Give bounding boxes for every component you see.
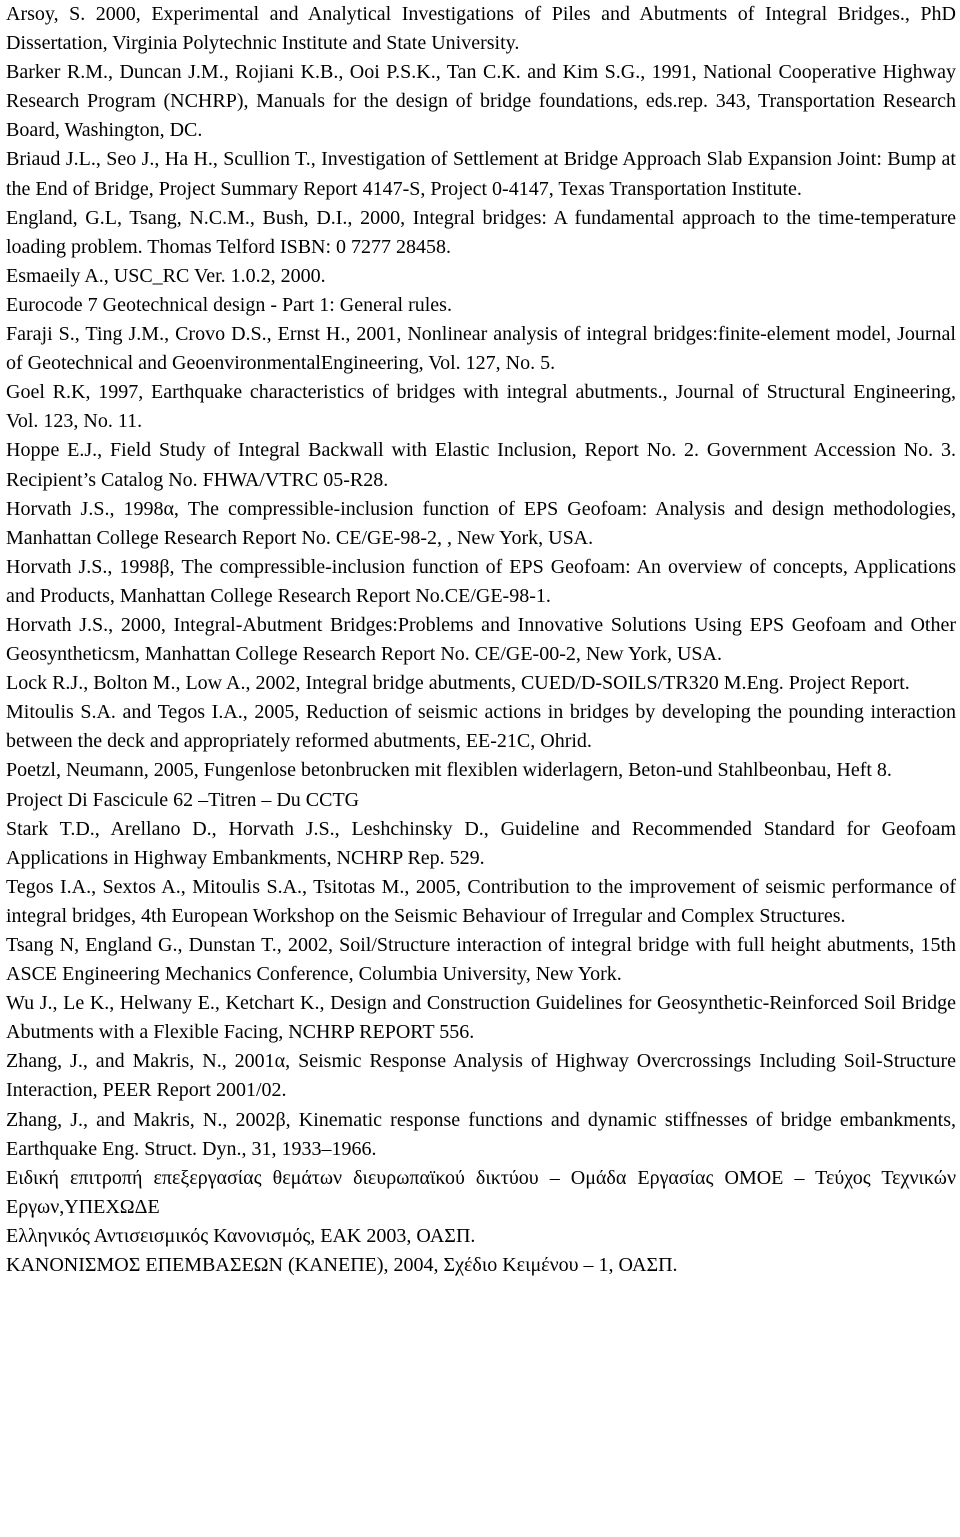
reference-entry: Ελληνικός Αντισεισμικός Κανονισμός, ΕΑΚ 2003, ΟΑΣΠ. xyxy=(6,1224,476,1247)
reference-entry: Horvath J.S., 1998β, The compressible-inclusion function of EPS Geofoam: An overview of concepts, Applications and Products, Manhattan College Research Report No.CE/GE-98-1. xyxy=(6,555,956,607)
reference-entry: Barker R.M., Duncan J.M., Rojiani K.B., Ooi P.S.K., Tan C.K. and Kim S.G., 1991, National Cooperative Highway Research Program (NCHRP), Manuals for the design of bridge foundations, eds.rep. 343, Transportation Research Board, Washington, DC. xyxy=(6,61,956,142)
reference-entry: Project Di Fascicule 62 –Titren – Du CCTG xyxy=(6,788,360,811)
reference-entry: Lock R.J., Bolton M., Low A., 2002, Integral bridge abutments, CUED/D-SOILS/TR320 M.Eng. Project Report. xyxy=(6,672,910,695)
reference-entry: Arsoy, S. 2000, Experimental and Analytical Investigations of Piles and Abutments of Integral Bridges., PhD Dissertation, Virginia Polytechnic Institute and State University. xyxy=(6,3,956,55)
reference-entry: Zhang, J., and Makris, N., 2001α, Seismic Response Analysis of Highway Overcrossings Including Soil-Structure Interaction, PEER Report 2001/02. xyxy=(6,1050,956,1102)
reference-entry: Stark T.D., Arellano D., Horvath J.S., Leshchinsky D., Guideline and Recommended Standard for Geofoam Applications in Highway Embankments, NCHRP Rep. 529. xyxy=(6,817,956,869)
reference-entry: Faraji S., Ting J.M., Crovo D.S., Ernst H., 2001, Nonlinear analysis of integral bridges:finite-element model, Journal of Geotechnical and GeoenvironmentalEngineering, Vol. 127, No. 5. xyxy=(6,323,956,375)
reference-entry: Horvath J.S., 1998α, The compressible-inclusion function of EPS Geofoam: Analysis and design methodologies, Manhattan College Research Report No. CE/GE-98-2, , New York, USA. xyxy=(6,497,956,549)
reference-entry: Hoppe E.J., Field Study of Integral Backwall with Elastic Inclusion, Report No. 2. Government Accession No. 3. Recipient’s Catalog No. FHWA/VTRC 05-R28. xyxy=(6,439,956,491)
reference-entry: Horvath J.S., 2000, Integral-Abutment Bridges:Problems and Innovative Solutions Using EPS Geofoam and Other Geosyntheticsm, Manhattan College Research Report No. CE/GE-00-2, New York, USA. xyxy=(6,613,956,666)
reference-entry: ΚΑΝΟΝΙΣΜΟΣ ΕΠΕΜΒΑΣΕΩΝ (ΚΑΝΕΠΕ), 2004, Σχέδιο Κειμένου – 1, ΟΑΣΠ. xyxy=(6,1254,678,1277)
reference-entry: Esmaeily A., USC_RC Ver. 1.0.2, 2000. xyxy=(6,264,326,287)
reference-entry: Goel R.K, 1997, Earthquake characteristics of bridges with integral abutments., Journal of Structural Engineering, Vol. 123, No. 11. xyxy=(6,381,956,433)
reference-entry: Ειδική επιτροπή επεξεργασίας θεμάτων διευρωπαϊκού δικτύου – Ομάδα Εργασίας ΟΜΟΕ – Τεύχος Τεχνικών Εργων,ΥΠΕΧΩΔΕ xyxy=(6,1166,956,1218)
reference-entry: Briaud J.L., Seo J., Ha H., Scullion T., Investigation of Settlement at Bridge Approach Slab Expansion Joint: Bump at the End of Bridge, Project Summary Report 4147-S, Project 0-4147, Texas Transportation Institute. xyxy=(6,148,956,200)
reference-entry: England, G.L, Tsang, N.C.M., Bush, D.I., 2000, Integral bridges: A fundamental approach to the time-temperature loading problem. Thomas Telford ISBN: 0 7277 28458. xyxy=(6,206,956,258)
reference-entry: Eurocode 7 Geotechnical design - Part 1: General rules. xyxy=(6,293,452,316)
reference-entry: Poetzl, Neumann, 2005, Fungenlose betonbrucken mit flexiblen widerlagern, Beton-und Stahlbeonbau, Heft 8. xyxy=(6,759,892,782)
reference-entry: Mitoulis S.A. and Tegos I.A., 2005, Reduction of seismic actions in bridges by developing the pounding interaction between the deck and appropriately reformed abutments, EE-21C, Ohrid. xyxy=(6,701,956,753)
reference-entry: Tegos I.A., Sextos A., Mitoulis S.A., Tsitotas M., 2005, Contribution to the improvement of seismic performance of integral bridges, 4th European Workshop on the Seismic Behaviour of Irregular and Complex Structures. xyxy=(6,875,956,927)
reference-entry: Tsang N, England G., Dunstan T., 2002, Soil/Structure interaction of integral bridge with full height abutments, 15th ASCE Engineering Mechanics Conference, Columbia University, New York. xyxy=(6,934,956,986)
reference-entry: Wu J., Le K., Helwany E., Ketchart K., Design and Construction Guidelines for Geosynthetic-Reinforced Soil Bridge Abutments with a Flexible Facing, NCHRP REPORT 556. xyxy=(6,992,956,1044)
reference-entry: Zhang, J., and Makris, N., 2002β, Kinematic response functions and dynamic stiffnesses of bridge embankments, Earthquake Eng. Struct. Dyn., 31, 1933–1966. xyxy=(6,1108,956,1160)
